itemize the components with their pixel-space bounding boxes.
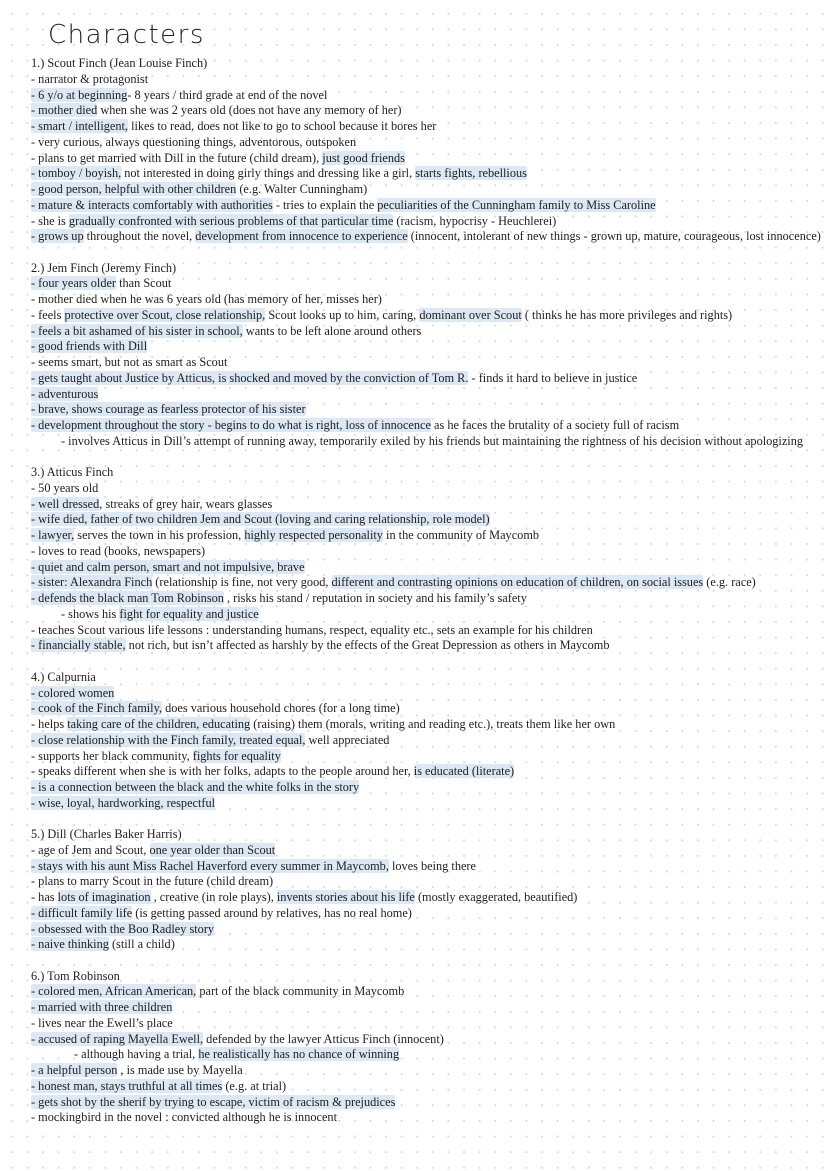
- note-line: [31, 1016, 821, 1032]
- note-line: [31, 1000, 821, 1016]
- note-line: [31, 859, 821, 875]
- note-line: [31, 119, 821, 135]
- note-line: [31, 796, 821, 812]
- note-text: - loves to read (books, newspapers): [31, 543, 206, 558]
- note-text: as he faces the brutality of a society full of racism: [430, 418, 680, 433]
- notes-body: [31, 56, 821, 1142]
- highlighted-text: - close relationship with the Finch family, treated equal,: [31, 732, 306, 747]
- character-section: [31, 827, 821, 953]
- note-line: [31, 292, 821, 308]
- note-text: - although having a trial,: [74, 1047, 199, 1062]
- highlighted-text: - gets shot by the sherif by trying to escape, victim of racism & prejudices: [31, 1094, 396, 1109]
- highlighted-text: - feels a bit ashamed of his sister in school,: [31, 323, 243, 338]
- highlighted-text: lots of imagination: [57, 890, 151, 905]
- highlighted-text: - honest man, stays truthful at all times: [31, 1078, 223, 1093]
- note-text: throughout the novel,: [83, 229, 196, 244]
- note-text: - helps: [31, 717, 68, 732]
- note-text: (is getting passed around by relatives, has no real home): [132, 905, 412, 920]
- note-line: [31, 276, 821, 292]
- note-text: likes to read, does not like to go to school because it bores her: [128, 119, 437, 133]
- note-line: [31, 638, 821, 654]
- note-text: - feels: [31, 307, 65, 322]
- note-line: [31, 686, 821, 702]
- note-line: [31, 874, 821, 890]
- note-text: - narrator & protagonist: [31, 71, 149, 86]
- note-line: [31, 497, 821, 513]
- note-line: [31, 151, 821, 167]
- section-heading: 1.) Scout Finch (Jean Louise Finch): [31, 56, 208, 70]
- note-text: - involves Atticus in Dill’s attempt of running away, temporarily exiled by his friends but maintaining the rightness of his decision without apologizing: [61, 433, 804, 448]
- highlighted-text: - smart / intelligent,: [31, 119, 128, 133]
- note-text: - tries to explain the: [272, 197, 378, 212]
- highlighted-text: different and contrasting opinions on education of children, on social issues: [331, 575, 704, 590]
- note-line: [31, 560, 821, 576]
- section-heading: 4.) Calpurnia: [31, 669, 96, 684]
- note-text: (mostly exaggerated, beautified): [414, 890, 578, 905]
- note-line: [31, 984, 821, 1000]
- highlighted-text: fights for equality: [192, 748, 281, 763]
- note-text: part of the black community in Maycomb: [196, 984, 405, 999]
- note-line: [31, 135, 821, 151]
- note-line: [31, 402, 821, 418]
- highlighted-text: - naive thinking: [31, 937, 109, 952]
- section-heading: 6.) Tom Robinson: [31, 968, 120, 983]
- section-heading: 2.) Jem Finch (Jeremy Finch): [31, 260, 177, 275]
- highlighted-text: - cook of the Finch family,: [31, 701, 163, 716]
- highlighted-text: - mother died: [31, 103, 98, 118]
- note-text: - she is: [31, 213, 69, 228]
- note-text: - plans to get married with Dill in the future (child dream),: [31, 150, 323, 165]
- note-text: - finds it hard to believe in justice: [468, 370, 638, 385]
- highlighted-text: - wife died, father of two children Jem and Scout (loving and caring relationship, role model): [31, 512, 490, 527]
- highlighted-text: - adventurous: [31, 386, 99, 401]
- note-line: [31, 733, 821, 749]
- highlighted-text: - lawyer,: [31, 528, 75, 543]
- note-text: ( thinks he has more privileges and rights): [521, 307, 733, 322]
- highlighted-text: - quiet and calm person, smart and not impulsive, brave: [31, 559, 305, 574]
- note-text: - teaches Scout various life lessons : understanding humans, respect, equality etc., sets an example for his children: [31, 622, 593, 637]
- highlighted-text: - four years older: [31, 276, 117, 291]
- note-line: [31, 339, 821, 355]
- note-text: when she was 2 years old (does not have any memory of her): [97, 103, 402, 118]
- highlighted-text: just good friends: [322, 150, 405, 165]
- note-line: [31, 1095, 821, 1111]
- note-text: - seems smart, but not as smart as Scout: [31, 355, 228, 370]
- highlighted-text: - good friends with Dill: [31, 339, 148, 354]
- note-line: [31, 198, 821, 214]
- note-line: [31, 890, 821, 906]
- note-text: - 8 years / third grade at end of the novel: [127, 87, 328, 102]
- note-text: (innocent, intolerant of new things - grown up, mature, courageous, lost innocence): [407, 229, 821, 244]
- note-line: [31, 701, 821, 717]
- note-text: defended by the lawyer Atticus Finch (innocent): [203, 1031, 444, 1046]
- highlighted-text: one year older than Scout: [149, 842, 276, 857]
- note-text: - very curious, always questioning things, adventorous, outspoken: [31, 134, 357, 149]
- note-text: , is made use by Mayella: [117, 1063, 243, 1078]
- highlighted-text: highly respected personality: [244, 528, 383, 543]
- note-line: [31, 1063, 821, 1079]
- note-line: [31, 544, 821, 560]
- note-line: [31, 749, 821, 765]
- highlighted-text: - colored men, African American,: [31, 984, 197, 999]
- highlighted-text: starts fights, rebellious: [415, 166, 527, 181]
- note-text: (relationship is fine, not very good,: [152, 575, 332, 590]
- note-text: , streaks of grey hair, wears glasses: [99, 496, 273, 511]
- highlighted-text: - difficult family life: [31, 905, 133, 920]
- highlighted-text: - grows up: [31, 229, 84, 244]
- highlighted-text: - well dressed: [31, 496, 100, 511]
- highlighted-text: - stays with his aunt Miss Rachel Haverford every summer in Maycomb,: [31, 858, 389, 873]
- note-line: [31, 324, 821, 340]
- note-text: - supports her black community,: [31, 748, 193, 763]
- highlighted-text: - accused of raping Mayella Ewell,: [31, 1031, 204, 1046]
- highlighted-text: - obsessed with the Boo Radley story: [31, 921, 215, 936]
- highlighted-text: - colored women: [31, 685, 115, 700]
- note-text: (racism, hypocrisy - Heuchlerei): [393, 213, 557, 228]
- note-text: (e.g. race): [703, 575, 756, 590]
- note-line: [31, 764, 821, 780]
- highlighted-text: - mature & interacts comfortably with authorities: [31, 197, 273, 212]
- note-line: [31, 166, 821, 182]
- note-line: [31, 418, 821, 434]
- note-line: [31, 1110, 821, 1126]
- highlighted-text: taking care of the children, educating: [67, 717, 251, 732]
- note-line: [31, 780, 821, 796]
- note-line: [31, 182, 821, 198]
- note-line: [31, 229, 821, 245]
- note-text: well appreciated: [305, 732, 390, 747]
- highlighted-text: protective over Scout, close relationship,: [64, 307, 266, 322]
- note-text: - lives near the Ewell’s place: [31, 1015, 173, 1030]
- highlighted-text: - defends the black man Tom Robinson: [31, 591, 224, 606]
- highlighted-text: fight for equality and justice: [119, 606, 259, 621]
- highlighted-text: is educated (literate): [413, 764, 515, 779]
- character-section: [31, 670, 821, 812]
- note-text: Scout looks up to him, caring,: [265, 307, 420, 322]
- character-section: [31, 465, 821, 654]
- note-text: - plans to marry Scout in the future (child dream): [31, 874, 274, 889]
- note-line: [31, 72, 821, 88]
- character-section: [31, 261, 821, 450]
- highlighted-text: - wise, loyal, hardworking, respectful: [31, 795, 216, 810]
- note-text: - shows his: [61, 606, 120, 621]
- highlighted-text: - financially stable,: [31, 638, 126, 653]
- note-text: - mother died when he was 6 years old (has memory of her, misses her): [31, 292, 382, 307]
- highlighted-text: dominant over Scout: [419, 307, 522, 322]
- note-line: [31, 922, 821, 938]
- note-line: [31, 575, 821, 591]
- note-text: (e.g. at trial): [222, 1078, 287, 1093]
- note-text: , risks his stand / reputation in society and his family’s safety: [223, 591, 527, 606]
- highlighted-text: - is a connection between the black and the white folks in the story: [31, 780, 360, 795]
- section-heading: 3.) Atticus Finch: [31, 465, 114, 480]
- note-line: [31, 528, 821, 544]
- note-line: [31, 937, 821, 953]
- note-text: not rich, but isn’t affected as harshly by the effects of the Great Depression as others in Maycomb: [125, 638, 610, 653]
- note-line: [31, 717, 821, 733]
- highlighted-text: - 6 y/o at beginning: [31, 87, 128, 102]
- highlighted-text: - a helpful person: [31, 1063, 118, 1078]
- note-text: (still a child): [108, 937, 175, 952]
- note-line: [31, 512, 821, 528]
- note-text: not interested in doing girly things and dressing like a girl,: [121, 166, 416, 181]
- note-line: [31, 607, 821, 623]
- note-line: [31, 591, 821, 607]
- highlighted-text: he realistically has no chance of winning: [198, 1047, 400, 1062]
- note-text: loves being there: [388, 858, 476, 873]
- note-line: [31, 906, 821, 922]
- note-line: [31, 623, 821, 639]
- section-heading: 5.) Dill (Charles Baker Harris): [31, 827, 182, 842]
- highlighted-text: - gets taught about Justice by Atticus, is shocked and moved by the conviction of Tom R.: [31, 370, 469, 385]
- note-line: [31, 434, 821, 450]
- character-section: [31, 56, 821, 245]
- note-line: [31, 355, 821, 371]
- highlighted-text: - good person, helpful with other children: [31, 182, 237, 196]
- highlighted-text: - sister: Alexandra Finch: [31, 575, 153, 590]
- highlighted-text: gradually confronted with serious problems of that particular time: [68, 213, 394, 228]
- note-line: [31, 88, 821, 104]
- note-line: [31, 371, 821, 387]
- note-line: [31, 481, 821, 497]
- note-text: - 50 years old: [31, 480, 99, 495]
- note-text: , creative (in role plays),: [150, 890, 277, 905]
- note-text: (raising) them (morals, writing and reading etc.), treats them like her own: [250, 717, 616, 732]
- note-text: - age of Jem and Scout,: [31, 842, 150, 857]
- note-line: [31, 214, 821, 230]
- note-text: - has: [31, 890, 58, 905]
- highlighted-text: peculiarities of the Cunningham family to Miss Caroline: [377, 197, 656, 212]
- note-text: - speaks different when she is with her folks, adapts to the people around her,: [31, 764, 414, 779]
- note-text: in the community of Maycomb: [382, 528, 540, 543]
- note-line: [31, 1079, 821, 1095]
- note-line: [31, 308, 821, 324]
- highlighted-text: - brave, shows courage as fearless protector of his sister: [31, 402, 306, 417]
- note-line: [31, 1047, 821, 1063]
- note-text: does various household chores (for a long time): [162, 701, 400, 716]
- note-line: [31, 1032, 821, 1048]
- note-line: [31, 387, 821, 403]
- note-text: than Scout: [116, 276, 172, 291]
- character-section: [31, 969, 821, 1127]
- note-line: [31, 103, 821, 119]
- note-text: - mockingbird in the novel : convicted although he is innocent: [31, 1110, 337, 1125]
- highlighted-text: - development throughout the story - begins to do what is right, loss of innocence: [31, 418, 431, 433]
- note-text: wants to be left alone around others: [242, 323, 422, 338]
- highlighted-text: - married with three children: [31, 1000, 173, 1015]
- note-line: [31, 843, 821, 859]
- page-title: Characters: [48, 20, 205, 50]
- highlighted-text: - tomboy / boyish,: [31, 166, 122, 181]
- highlighted-text: development from innocence to experience: [195, 229, 408, 244]
- highlighted-text: invents stories about his life: [276, 890, 415, 905]
- note-text: serves the town in his profession,: [74, 528, 245, 543]
- note-text: (e.g. Walter Cunningham): [236, 182, 368, 196]
